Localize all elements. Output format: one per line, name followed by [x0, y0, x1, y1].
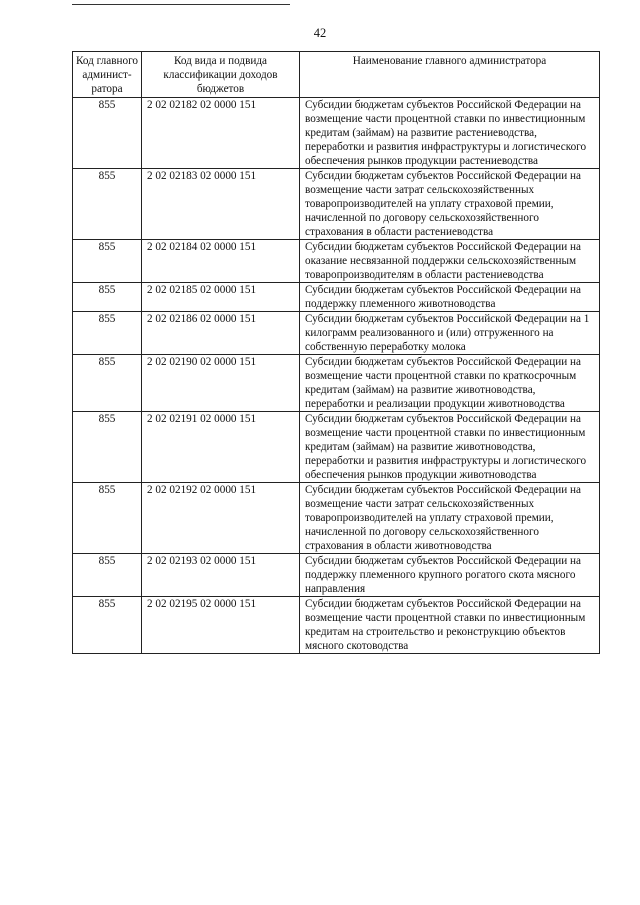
income-codes-table — [72, 51, 600, 654]
cell-admin-code: 855 — [73, 554, 142, 597]
cell-admin-code: 855 — [73, 98, 142, 169]
table-row — [73, 312, 600, 355]
cell-admin-code: 855 — [73, 240, 142, 283]
cell-admin-name: Субсидии бюджетам субъектов Российской Федерации на возмещение части процентной ставки по инвестиционным кредитам на строительство и реконструкцию объектов мясного скотоводства — [300, 597, 600, 654]
table-row — [73, 98, 600, 169]
cell-admin-code: 855 — [73, 597, 142, 654]
page-number: 42 — [313, 26, 327, 40]
cell-admin-code: 855 — [73, 312, 142, 355]
cell-income-code: 2 02 02195 02 0000 151 — [142, 597, 300, 654]
table-row — [73, 169, 600, 240]
cell-admin-name: Субсидии бюджетам субъектов Российской Федерации на возмещение части затрат сельскохозяйственных товаропроизводителей на уплату страховой премии, начисленной по договору сельскохозяйственного страхования в области растениеводства — [300, 169, 600, 240]
table-row — [73, 355, 600, 412]
top-rule — [72, 4, 290, 5]
cell-admin-name: Субсидии бюджетам субъектов Российской Федерации на поддержку племенного животноводства — [300, 283, 600, 312]
cell-admin-code: 855 — [73, 169, 142, 240]
cell-income-code: 2 02 02193 02 0000 151 — [142, 554, 300, 597]
cell-admin-code: 855 — [73, 412, 142, 483]
cell-income-code: 2 02 02186 02 0000 151 — [142, 312, 300, 355]
cell-income-code: 2 02 02190 02 0000 151 — [142, 355, 300, 412]
cell-admin-name: Субсидии бюджетам субъектов Российской Федерации на поддержку племенного крупного рогатого скота мясного направления — [300, 554, 600, 597]
header-income-code: Код вида и подвида классификации доходов бюджетов — [142, 52, 300, 98]
table-header-row — [73, 52, 600, 98]
table-row — [73, 240, 600, 283]
cell-admin-name: Субсидии бюджетам субъектов Российской Федерации на оказание несвязанной поддержки сельскохозяйственным товаропроизводителям в области растениеводства — [300, 240, 600, 283]
table-row — [73, 483, 600, 554]
cell-income-code: 2 02 02191 02 0000 151 — [142, 412, 300, 483]
header-admin-name: Наименование главного администратора — [300, 52, 600, 98]
cell-admin-name: Субсидии бюджетам субъектов Российской Федерации на возмещение части процентной ставки по краткосрочным кредитам (займам) на развитие животноводства, переработки и реализации продукции животноводства — [300, 355, 600, 412]
table-row — [73, 283, 600, 312]
header-admin-code: Код главного админист-ратора — [73, 52, 142, 98]
cell-income-code: 2 02 02185 02 0000 151 — [142, 283, 300, 312]
cell-income-code: 2 02 02183 02 0000 151 — [142, 169, 300, 240]
cell-admin-code: 855 — [73, 483, 142, 554]
cell-admin-code: 855 — [73, 283, 142, 312]
cell-income-code: 2 02 02192 02 0000 151 — [142, 483, 300, 554]
cell-income-code: 2 02 02184 02 0000 151 — [142, 240, 300, 283]
cell-admin-code: 855 — [73, 355, 142, 412]
cell-admin-name: Субсидии бюджетам субъектов Российской Федерации на 1 килограмм реализованного и (или) отгруженного на собственную переработку молока — [300, 312, 600, 355]
cell-income-code: 2 02 02182 02 0000 151 — [142, 98, 300, 169]
table-row — [73, 597, 600, 654]
table-row — [73, 554, 600, 597]
cell-admin-name: Субсидии бюджетам субъектов Российской Федерации на возмещение части процентной ставки по инвестиционным кредитам (займам) на развитие растениеводства, переработки и развития инфраструктуры и логистического обеспечения рынков продукции растениеводства — [300, 98, 600, 169]
cell-admin-name: Субсидии бюджетам субъектов Российской Федерации на возмещение части процентной ставки по инвестиционным кредитам (займам) на развитие животноводства, переработки и развития инфраструктуры и логистического обеспечения рынков продукции животноводства — [300, 412, 600, 483]
cell-admin-name: Субсидии бюджетам субъектов Российской Федерации на возмещение части затрат сельскохозяйственных товаропроизводителей на уплату страховой премии, начисленной по договору сельскохозяйственного страхования в области животноводства — [300, 483, 600, 554]
table-row — [73, 412, 600, 483]
